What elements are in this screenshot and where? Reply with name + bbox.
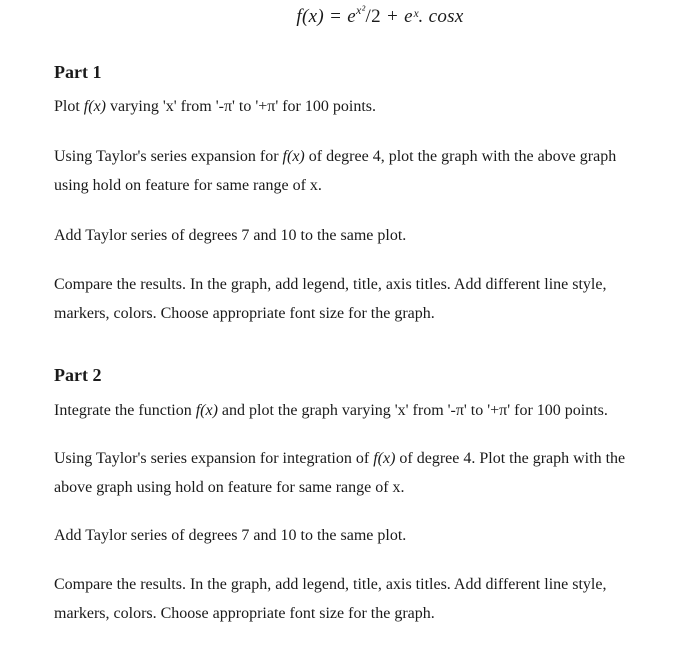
part1-instruction-plot (54, 92, 694, 121)
part1-line4b: markers, colors. Choose appropriate font size for the graph. (54, 305, 435, 322)
part2-line4a: Compare the results. In the graph, add legend, title, axis titles. Add different line style, (54, 576, 607, 593)
part1-line2a-math: f(x) (282, 148, 305, 165)
part2-instruction-compare (54, 570, 694, 628)
function-equation (0, 3, 700, 28)
equation-rhs: + eˣ. cosx (380, 6, 464, 27)
part2-line1-math: f(x) (195, 402, 218, 419)
part1-line4a: Compare the results. In the graph, add legend, title, axis titles. Add different line style, (54, 276, 607, 293)
part2-instruction-degrees: Add Taylor series of degrees 7 and 10 to the same plot. (54, 527, 407, 544)
part2-line4b: markers, colors. Choose appropriate font size for the graph. (54, 605, 435, 622)
equation-exponent-superscript: x² (355, 3, 366, 17)
part1-line2a-pre: Using Taylor's series expansion for (54, 148, 283, 165)
part2-instruction-taylor (54, 444, 694, 502)
part1-line1-pre: Plot (54, 98, 84, 115)
part1-line2a-post: of degree 4, plot the graph with the above graph (304, 148, 617, 165)
part2-line1-pre: Integrate the function (54, 402, 196, 419)
part2-line2a-pre: Using Taylor's series expansion for integration of (54, 450, 374, 467)
part2-instruction-integrate (54, 396, 694, 425)
part1-instruction-degrees: Add Taylor series of degrees 7 and 10 to the same plot. (54, 227, 407, 244)
equation-exponent-fraction: /2 (365, 6, 381, 27)
part2-line2a-post: of degree 4. Plot the graph with the (395, 450, 626, 467)
part2-line1-post: and plot the graph varying 'x' from '-π' to '+π' for 100 points. (217, 402, 608, 419)
part1-line1-post: varying 'x' from '-π' to '+π' for 100 points. (106, 98, 376, 115)
part1-instruction-taylor (54, 142, 694, 200)
part2-heading: Part 2 (54, 365, 102, 385)
part1-line2b: using hold on feature for same range of x. (54, 177, 322, 194)
part1-heading: Part 1 (54, 62, 102, 82)
part1-instruction-compare (54, 270, 694, 328)
part2-line2a-math: f(x) (373, 450, 396, 467)
part2-line2b: above graph using hold on feature for same range of x. (54, 479, 405, 496)
part1-line1-math: f(x) (83, 98, 106, 115)
equation-lhs: f(x) = e (296, 6, 356, 27)
